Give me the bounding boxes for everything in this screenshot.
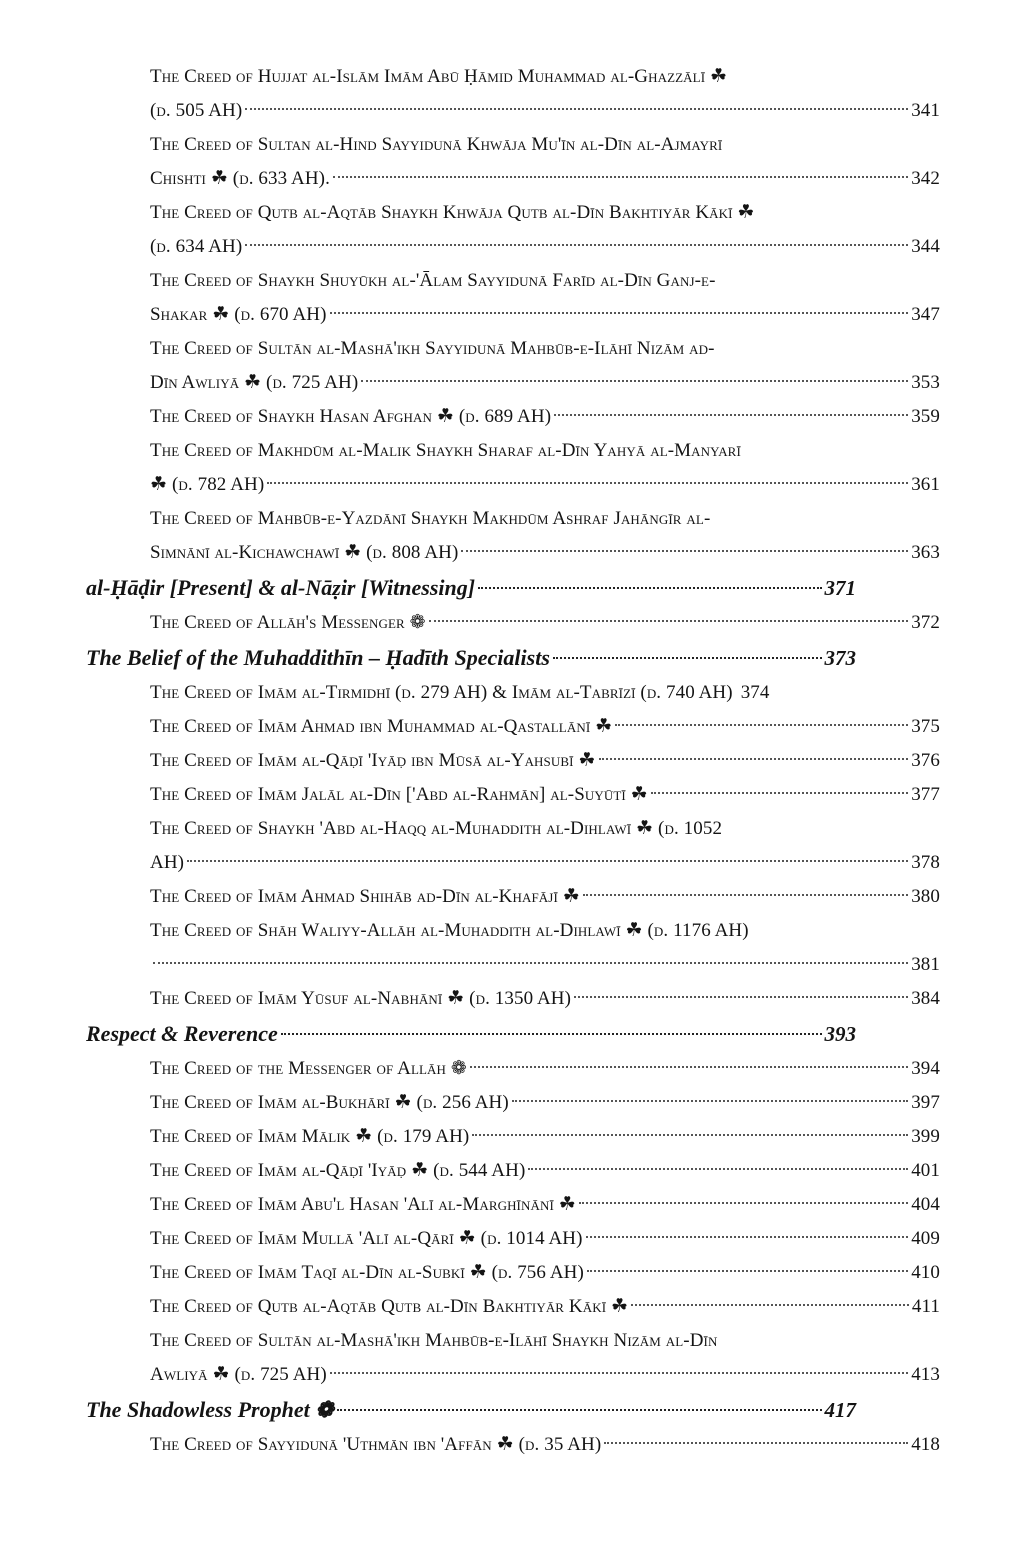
page-number: 359 xyxy=(911,406,940,427)
entry-text: The Creed of Imām Ahmad ibn Muhammad al-Qastallānī ☘ xyxy=(150,716,613,737)
entry-text: The Creed of Hujjat al-Islām Imām Abū Ḥāmid Muhammad al-Ghazzālī ☘ xyxy=(150,66,728,87)
dot-leader xyxy=(586,1222,909,1238)
toc-entry[interactable] xyxy=(150,1086,940,1120)
entry-text: The Creed of Sultan al-Hind Sayyidunā Khwāja Mu'īn al-Dīn al-Ajmayrī xyxy=(150,134,723,155)
dot-leader xyxy=(587,1256,908,1272)
entry-text: Dīn Awliyā ☘ (d. 725 AH) xyxy=(150,372,359,393)
dot-leader xyxy=(361,366,908,382)
dot-leader xyxy=(245,230,908,246)
entry-text: The Creed of Imām Taqī al-Dīn al-Subkī ☘ (d. 756 AH) xyxy=(150,1262,584,1283)
entry-text: Awliyā ☘ (d. 725 AH) xyxy=(150,1364,327,1385)
section-title: Respect & Reverence xyxy=(86,1021,278,1046)
entry-row xyxy=(150,366,940,400)
section-heading[interactable] xyxy=(86,640,856,676)
entry-row xyxy=(150,1188,940,1222)
toc-entry[interactable] xyxy=(150,880,940,914)
toc-entry[interactable] xyxy=(150,332,940,400)
toc-entry[interactable] xyxy=(150,812,940,880)
page-number: 384 xyxy=(911,988,940,1009)
page-number: 411 xyxy=(911,1296,940,1317)
entry-text: Shakar ☘ (d. 670 AH) xyxy=(150,304,327,325)
entry-row xyxy=(150,94,940,128)
toc-entry[interactable] xyxy=(150,1290,940,1324)
dot-leader xyxy=(187,846,908,862)
entry-text: The Creed of Imām Yūsuf al-Nabhānī ☘ (d. 1350 AH) xyxy=(150,988,572,1009)
entry-text: The Creed of Imām Mullā 'Alī al-Qārī ☘ (d. 1014 AH) xyxy=(150,1228,583,1249)
page-number: 373 xyxy=(824,646,856,670)
dot-leader xyxy=(579,1188,908,1204)
toc-entry[interactable] xyxy=(150,1154,940,1188)
entry-text: The Creed of Shāh Waliyy-Allāh al-Muhaddith al-Dihlawī ☘ (d. 1176 AH) xyxy=(150,920,749,941)
dot-leader xyxy=(599,744,909,760)
toc-entry[interactable] xyxy=(150,778,940,812)
entry-row xyxy=(150,536,940,570)
toc-entry[interactable] xyxy=(150,914,940,982)
toc-entry[interactable] xyxy=(150,710,940,744)
entry-text: The Creed of Qutb al-Aqtāb Shaykh Khwāja Qutb al-Dīn Bakhtiyār Kākī ☘ xyxy=(150,202,755,223)
page-number: 394 xyxy=(911,1058,940,1079)
entry-text: (d. 634 AH) xyxy=(150,236,243,257)
entry-text: The Creed of Sultān al-Mashā'ikh Sayyidunā Mahbūb-e-Ilāhī Nizām ad- xyxy=(150,338,715,359)
entry-row xyxy=(150,1222,940,1256)
entry-row xyxy=(150,846,940,880)
entry-text: The Creed of Imām Jalāl al-Dīn ['Abd al-Rahmān] al-Suyūtī ☘ xyxy=(150,784,648,805)
page-number: 372 xyxy=(911,612,940,633)
entry-row xyxy=(150,1428,940,1462)
entry-row xyxy=(150,710,940,744)
entry-text: The Creed of Imām Ahmad Shihāb ad-Dīn al-Khafājī ☘ xyxy=(150,886,580,907)
section-row xyxy=(86,1392,856,1428)
page-number: 341 xyxy=(911,100,940,121)
dot-leader xyxy=(153,948,908,964)
page-number: 342 xyxy=(911,168,940,189)
dot-leader xyxy=(472,1120,908,1136)
entry-text: (d. 505 AH) xyxy=(150,100,243,121)
page-number: 378 xyxy=(911,852,940,873)
entry-text: The Creed of Imām al-Qāḍī 'Iyāḍ ☘ (d. 544 AH) xyxy=(150,1160,526,1181)
entry-row xyxy=(150,676,940,710)
toc-entry[interactable] xyxy=(150,60,940,128)
toc-entry[interactable] xyxy=(150,1428,940,1462)
dot-leader xyxy=(583,880,908,896)
toc-entry[interactable] xyxy=(150,744,940,778)
page-number: 397 xyxy=(911,1092,940,1113)
section-heading[interactable] xyxy=(86,570,856,606)
entry-text: The Creed of Imām Abu'l Hasan 'Alī al-Marghīnānī ☘ xyxy=(150,1194,576,1215)
entry-row xyxy=(150,1120,940,1154)
dot-leader xyxy=(429,606,909,622)
toc-entry[interactable] xyxy=(150,606,940,640)
page-number: 377 xyxy=(911,784,940,805)
entry-text: The Creed of Sayyidunā 'Uthmān ibn 'Affān ☘ (d. 35 AH) xyxy=(150,1434,602,1455)
entry-row xyxy=(150,1290,940,1324)
entry-text: The Creed of Imām al-Tirmidhī (d. 279 AH) & Imām al-Tabrīzī (d. 740 AH) xyxy=(150,682,733,703)
entry-text: The Creed of Shaykh 'Abd al-Haqq al-Muhaddith al-Dihlawī ☘ (d. 1052 xyxy=(150,818,723,839)
entry-text: The Creed of the Messenger of Allāh ❁ xyxy=(150,1058,467,1079)
page-number: 418 xyxy=(911,1434,940,1455)
entry-row xyxy=(150,1154,940,1188)
page-number: 375 xyxy=(911,716,940,737)
entry-row xyxy=(150,880,940,914)
toc-entry[interactable] xyxy=(150,1052,940,1086)
section-title: The Belief of the Muhaddithīn – Ḥadīth Specialists xyxy=(86,645,550,670)
page-number: 413 xyxy=(911,1364,940,1385)
toc-entry[interactable] xyxy=(150,434,940,502)
toc-entry[interactable] xyxy=(150,502,940,570)
page-number: 363 xyxy=(911,542,940,563)
entry-row xyxy=(150,1358,940,1392)
page-number: 376 xyxy=(911,750,940,771)
toc-entry[interactable] xyxy=(150,1188,940,1222)
page-number: 371 xyxy=(824,576,856,600)
dot-leader xyxy=(604,1428,908,1444)
dot-leader xyxy=(631,1290,909,1306)
entry-row xyxy=(150,606,940,640)
dot-leader xyxy=(461,536,908,552)
page-number: 353 xyxy=(911,372,940,393)
entry-text: The Creed of Allāh's Messenger ❁ xyxy=(150,612,426,633)
toc-entry[interactable] xyxy=(150,982,940,1016)
dot-leader xyxy=(330,298,909,314)
entry-row xyxy=(150,400,940,434)
entry-text: The Creed of Sultān al-Mashā'ikh Mahbūb-e-Ilāhī Shaykh Nizām al-Dīn xyxy=(150,1330,718,1351)
dot-leader xyxy=(615,710,908,726)
toc-entry[interactable] xyxy=(150,400,940,434)
dot-leader xyxy=(574,982,908,998)
entry-text: The Creed of Shaykh Shuyūkh al-'Ālam Sayyidunā Farīd al-Dīn Ganj-e- xyxy=(150,270,716,291)
section-row xyxy=(86,640,856,676)
dot-leader xyxy=(470,1052,908,1068)
page-number: 344 xyxy=(911,236,940,257)
dot-leader xyxy=(337,1392,822,1411)
entry-text: Chishti ☘ (d. 633 AH). xyxy=(150,168,330,189)
page-number: 361 xyxy=(911,474,940,495)
dot-leader xyxy=(245,94,908,110)
section-heading[interactable] xyxy=(86,1392,856,1428)
entry-text: ☘ (d. 782 AH) xyxy=(150,474,265,495)
toc-entry[interactable] xyxy=(150,196,940,264)
entry-text: The Creed of Imām al-Qāḍī 'Iyāḍ ibn Mūsā al-Yahsubī ☘ xyxy=(150,750,596,771)
page-number: 401 xyxy=(911,1160,940,1181)
dot-leader xyxy=(330,1358,908,1374)
entry-row xyxy=(150,778,940,812)
page-number: 393 xyxy=(824,1022,856,1046)
page-number: 380 xyxy=(911,886,940,907)
entry-row xyxy=(150,162,940,196)
entry-row xyxy=(150,1256,940,1290)
entry-text: The Creed of Imām Mālik ☘ (d. 179 AH) xyxy=(150,1126,470,1147)
toc-entry[interactable] xyxy=(150,128,940,196)
section-heading[interactable] xyxy=(86,1016,856,1052)
toc-entry[interactable] xyxy=(150,1256,940,1290)
entry-row xyxy=(150,1086,940,1120)
entry-row xyxy=(150,1052,940,1086)
entry-text: The Creed of Imām al-Bukhārī ☘ (d. 256 AH) xyxy=(150,1092,509,1113)
entry-row xyxy=(150,982,940,1016)
dot-leader xyxy=(554,400,908,416)
dot-leader xyxy=(478,570,821,589)
page-number: 404 xyxy=(911,1194,940,1215)
dot-leader xyxy=(281,1016,822,1035)
toc-entry[interactable] xyxy=(150,1222,940,1256)
toc-entry[interactable] xyxy=(150,1120,940,1154)
page-number: 409 xyxy=(911,1228,940,1249)
entry-text: The Creed of Mahbūb-e-Yazdānī Shaykh Makhdūm Ashraf Jahāngīr al- xyxy=(150,508,711,529)
page-number: 410 xyxy=(911,1262,940,1283)
page-number: 381 xyxy=(911,954,940,975)
entry-row xyxy=(150,298,940,332)
entry-text: The Creed of Shaykh Hasan Afghan ☘ (d. 689 AH) xyxy=(150,406,552,427)
entry-text: Simnānī al-Kichawchawī ☘ (d. 808 AH) xyxy=(150,542,459,563)
dot-leader xyxy=(333,162,908,178)
dot-leader xyxy=(553,640,822,659)
entry-text: The Creed of Qutb al-Aqtāb Qutb al-Dīn Bakhtiyār Kākī ☘ xyxy=(150,1296,629,1317)
toc-entry[interactable] xyxy=(150,676,940,710)
section-row xyxy=(86,1016,856,1052)
toc-entry[interactable] xyxy=(150,1324,940,1392)
entry-row xyxy=(150,468,940,502)
dot-leader xyxy=(528,1154,908,1170)
page-number: 347 xyxy=(911,304,940,325)
toc-entry[interactable] xyxy=(150,264,940,332)
section-row xyxy=(86,570,856,606)
dot-leader xyxy=(651,778,908,794)
page-number: 374 xyxy=(740,682,770,703)
entry-row xyxy=(150,948,940,982)
entry-text: The Creed of Makhdūm al-Malik Shaykh Sharaf al-Dīn Yahyā al-Manyarī xyxy=(150,440,741,461)
dot-leader xyxy=(267,468,908,484)
section-title: al-Ḥāḍir [Present] & al-Nāẓir [Witnessing] xyxy=(86,575,476,600)
page-number: 399 xyxy=(911,1126,940,1147)
dot-leader xyxy=(512,1086,908,1102)
entry-text: AH) xyxy=(150,852,185,873)
section-title: The Shadowless Prophet ❁ xyxy=(86,1397,334,1422)
entry-row xyxy=(150,230,940,264)
page-number: 417 xyxy=(824,1398,856,1422)
entry-row xyxy=(150,744,940,778)
